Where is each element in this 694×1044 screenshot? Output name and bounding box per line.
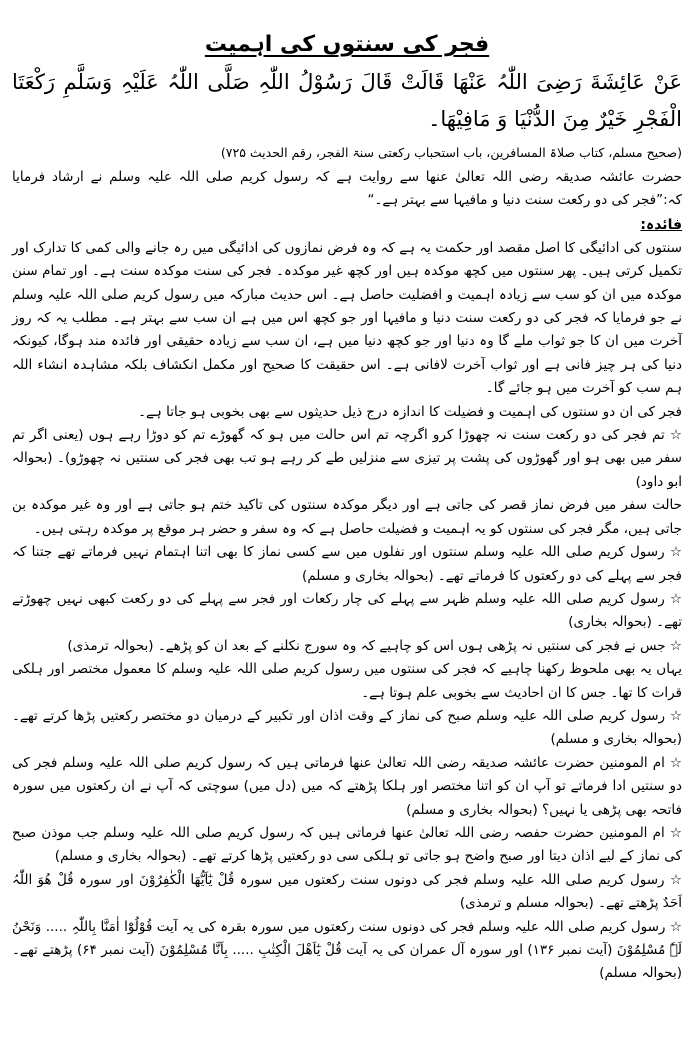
hadith-arabic-text: عَنْ عَائِشَةَ رَضِیَ اللّٰہُ عَنْھَا قَالَتْ قَالَ رَسُوْلُ اللّٰہِ صَلَّی اللّٰہُ عَلَیْہِ وَسَلَّمِ رَکْعَتَا الْفَجْرِ خَیْرٌ مِنَ الدُّنْیَا وَ مَافِیْھَا۔ (12, 70, 682, 131)
title-text: فجر کی سنتوں کی اہمیت (204, 32, 490, 57)
hadith-point: ☆ ام المومنین حضرت عائشہ صدیقہ رضی اللہ تعالیٰ عنھا فرماتی ہیں کہ رسول کریم صلی اللہ علیہ وسلم فجر کی دو سنتیں ادا فرماتے تو آپ ان کو اتنا مختصر اور ہلکا پڑھتے کہ میں (دل میں) سوچتی کہ آپ نے ان رکعتوں میں سورہ فاتحہ بھی پڑھی یا نہیں؟ (بحوالہ بخاری و مسلم) (12, 754, 682, 818)
paragraph: حالت سفر میں فرض نماز قصر کی جاتی ہے اور دیگر موکدہ سنتوں کی تاکید ختم ہو جاتی ہے اور وہ غیر موکدہ بن جاتی ہیں، مگر فجر کی سنتوں کو یہ اہمیت و فضیلت حاصل ہے کہ وہ سفر و حضر ہر موقع پر موکدہ رہتی ہیں۔ (12, 497, 682, 537)
hadith-point: ☆ تم فجر کی دو رکعت سنت نہ چھوڑا کرو اگرچہ تم اس حالت میں ہو کہ گھوڑے تم کو دوڑا رہے ہوں (یعنی اگر تم سفر میں بھی ہو اور گھوڑوں کی پشت پر تیزی سے منزلیں طے کر رہے ہو تب بھی فجر کی سنتیں نہ چھوڑو)۔ (بحوالہ ابو داود) (12, 427, 682, 490)
hadith-point: ☆ جس نے فجر کی سنتیں نہ پڑھی ہوں اس کو چاہیے کہ وہ سورج نکلنے کے بعد ان کو پڑھے۔ (بحوالہ ترمذی) (67, 637, 682, 654)
page-title (12, 30, 682, 60)
benefits-heading-text: فائدہ: (640, 216, 682, 233)
benefits-heading (12, 213, 682, 237)
hadith-point: ☆ ام المومنین حضرت حفصہ رضی اللہ تعالیٰ عنھا فرماتی ہیں کہ رسول کریم صلی اللہ علیہ وسلم جب موذن صبح کی نماز کے لیے اذان دیتا اور صبح واضح ہو جاتی تو ہلکی سی دو رکعتیں پڑھا کرتے تھے۔ (بحوالہ بخاری و مسلم) (12, 824, 682, 865)
paragraph: یہاں یہ بھی ملحوظ رکھنا چاہیے کہ فجر کی سنتوں میں رسول کریم صلی اللہ علیہ وسلم کا معمول مختصر اور ہلکی قرات کا تھا۔ جس کا ان احادیث سے بخوبی علم ہوتا ہے۔ (12, 661, 682, 701)
hadith-point: ☆ رسول کریم صلی اللہ علیہ وسلم سنتوں اور نفلوں میں سے کسی نماز کا بھی اتنا اہتمام نہیں فرماتے تھے جتنا کہ فجر سے پہلے کی دو رکعتوں کا فرماتے تھے۔ (بحوالہ بخاری و مسلم) (12, 544, 682, 584)
hadith-point: ☆ رسول کریم صلی اللہ علیہ وسلم ظہر سے پہلے کی چار رکعات اور فجر سے پہلے کی دو رکعت کبھی نہیں چھوڑتے تھے۔ (بحوالہ بخاری) (12, 590, 682, 631)
hadith-point: ☆ رسول کریم صلی اللہ علیہ وسلم فجر کی دونوں سنت رکعتوں میں سورہ قُلْ یٰٓاَیُّھَا الْکٰفِرُوْنَ اور سورہ قُلْ ھُوَ اللّٰہُ اَحَدٌ پڑھتے تھے۔ (بحوالہ مسلم و ترمذی) (12, 871, 682, 912)
paragraph: سنتوں کی ادائیگی کا اصل مقصد اور حکمت یہ ہے کہ وہ فرض نمازوں کی ادائیگی میں رہ جانے والی کمی کا تدارک اور تکمیل کرتی ہیں۔ پھر سنتوں میں کچھ موکدہ ہیں اور کچھ غیر موکدہ۔ فجر کی سنت موکدہ سنت ہے۔ اور تمام سنن موکدہ میں ان کو سب سے زیادہ اہمیت و افضلیت حاصل ہے۔ اس حدیث مبارکہ میں رسول کریم صلی اللہ علیہ وسلم نے جو فرمایا کہ فجر کی دو رکعت سنت دنیا و مافیہا اور جو کچھ اس میں ہے ان سب سے بہتر ہے۔ مطلب یہ کہ روز آخرت میں ان کا جو ثواب ملے گا وہ دنیا اور جو کچھ دنیا میں ہے، ان سب سے زیادہ حقیقی اور فائدہ مند ہوگا، کیونکہ دنیا کی ہر چیز فانی ہے اور ثواب آخرت لافانی ہے۔ اس حقیقت کا صحیح اور مکمل انکشاف بلکہ مشاہدہ انشاء اللہ ہم سب کو آخرت میں ہو جائے گا۔ (12, 239, 682, 397)
paragraph: فجر کی ان دو سنتوں کی اہمیت و فضیلت کا اندازہ درج ذیل حدیثوں سے بھی بخوبی ہو جاتا ہے۔ (138, 403, 682, 420)
hadith-point: ☆ رسول کریم صلی اللہ علیہ وسلم فجر کی دونوں سنت رکعتوں میں سورہ بقرہ کی یہ آیت قُوْلُوْٓا اٰمَنَّا بِاللّٰہِ ..... وَنَحْنُ لَہٗ مُسْلِمُوْنَ (آیت نمبر ۱۳۶) اور سورہ آل عمران کی یہ آیت قُلْ یٰٓاَھْلَ الْکِتٰبِ ..... بِاَنَّا مُسْلِمُوْنَ (آیت نمبر ۶۴) پڑھتے تھے۔ (بحوالہ مسلم) (12, 918, 682, 982)
hadith-point: ☆ رسول کریم صلی اللہ علیہ وسلم صبح کی نماز کے وقت اذان اور تکبیر کے درمیان دو مختصر رکعتیں پڑھا کرتے تھے۔ (بحوالہ بخاری و مسلم) (12, 707, 682, 748)
hadith-reference: (صحیح مسلم، کتاب صلاۃ المسافرین، باب استحباب رکعتی سنۃ الفجر، رقم الحدیث ۷۲۵) (220, 145, 682, 160)
hadith-translation: حضرت عائشہ صدیقہ رضی اللہ تعالیٰ عنھا سے روایت ہے کہ رسول کریم صلی اللہ علیہ وسلم نے ارشاد فرمایا کہ:”فجر کی دو رکعت سنت دنیا و مافیہا سے بہتر ہے۔“ (12, 169, 682, 209)
